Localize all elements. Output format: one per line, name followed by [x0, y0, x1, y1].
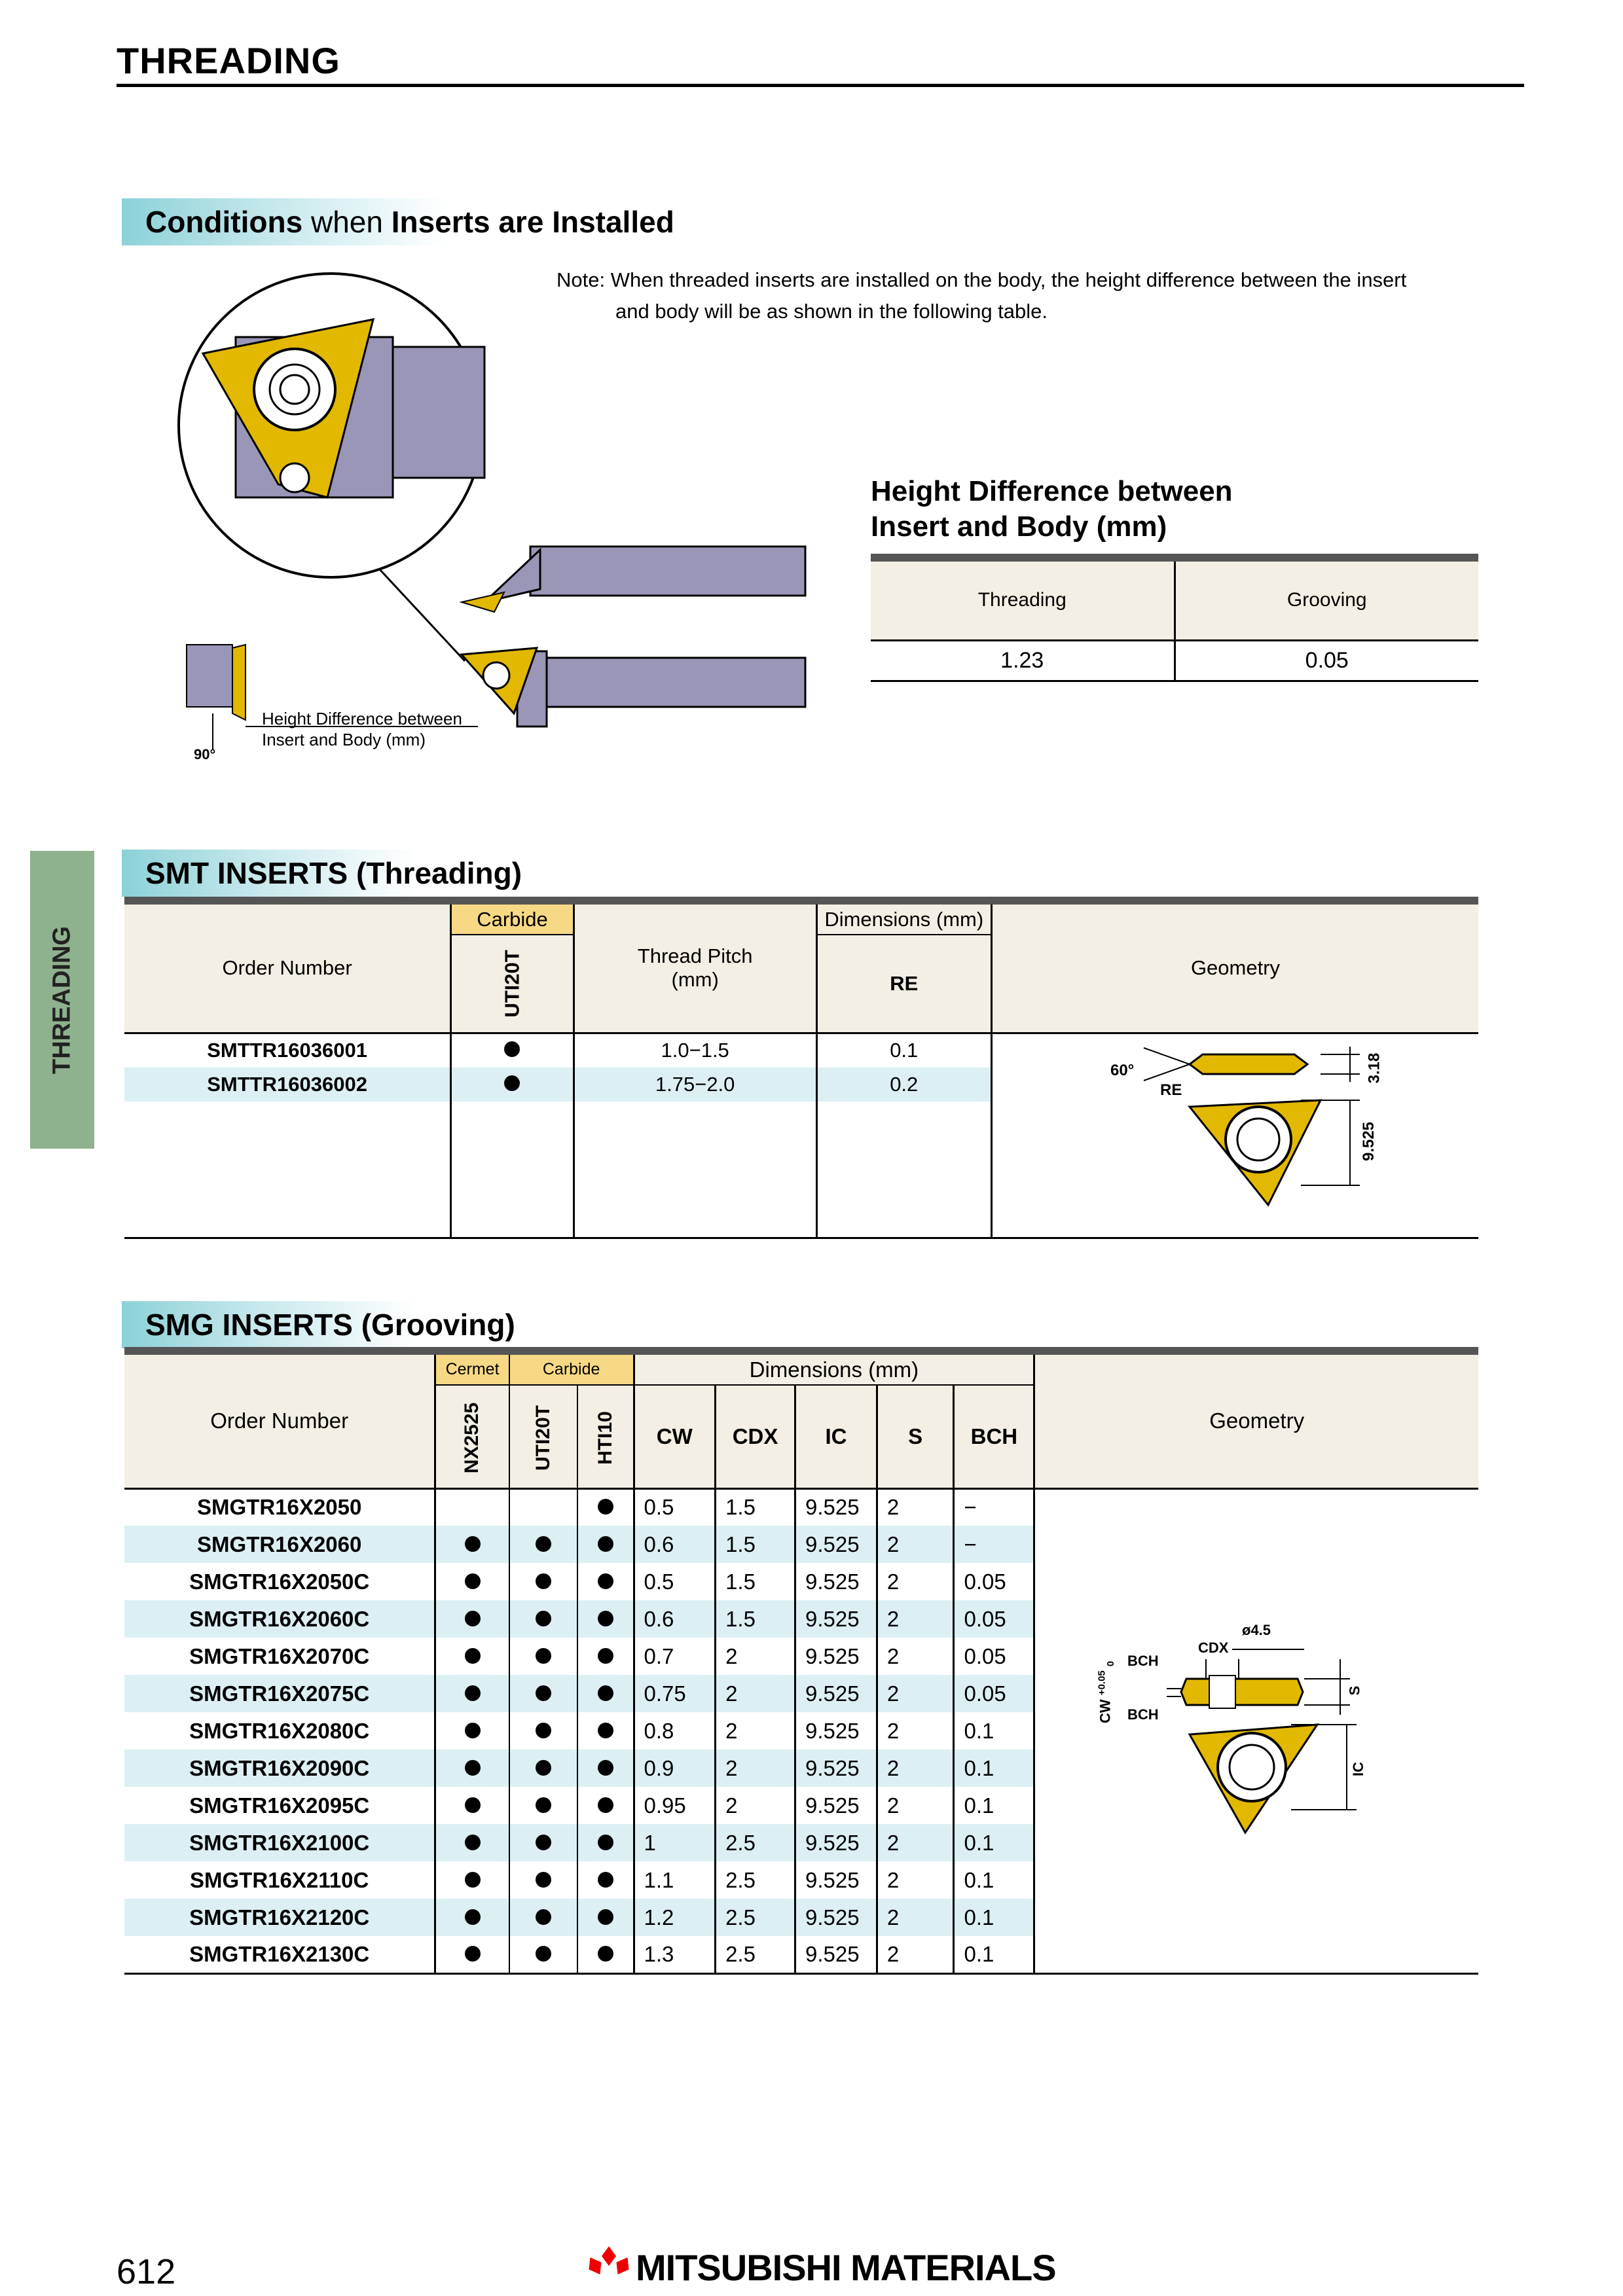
smg-row-uti-cell — [509, 1488, 577, 1526]
smg-row-cw: 1.1 — [634, 1861, 716, 1899]
smg-row-nx-cell — [435, 1600, 509, 1638]
smg-row-cw: 0.9 — [634, 1749, 716, 1787]
availability-dot — [536, 1685, 551, 1701]
smg-row-order: SMGTR16X2090C — [124, 1749, 435, 1787]
smg-row-cdx: 2 — [716, 1675, 795, 1712]
smg-row-order: SMGTR16X2110C — [124, 1861, 435, 1899]
smg-row-ic: 9.525 — [795, 1563, 877, 1600]
smg-geo-cw-label: CW — [1097, 1699, 1114, 1723]
availability-dot — [598, 1760, 613, 1776]
installation-diagram — [164, 262, 818, 772]
smg-row-cw: 0.7 — [634, 1638, 716, 1675]
smt-row-1-re: 0.1 — [816, 1033, 991, 1067]
smg-row-uti-cell — [509, 1600, 577, 1638]
availability-dot — [536, 1573, 551, 1589]
smg-row-ic: 9.525 — [795, 1899, 877, 1936]
availability-dot — [598, 1685, 613, 1701]
smg-row-ic: 9.525 — [795, 1712, 877, 1749]
smg-row-hti-cell — [577, 1675, 634, 1712]
smg-h-ic: IC — [795, 1385, 877, 1488]
smt-h-carbide: Carbide — [451, 905, 574, 935]
smg-title — [122, 1301, 735, 1348]
smg-geo-dia: ø4.5 — [1242, 1622, 1271, 1638]
smt-row-2-pitch: 1.75−2.0 — [574, 1067, 816, 1102]
availability-dot — [465, 1648, 481, 1664]
smg-row-cw: 0.8 — [634, 1712, 716, 1749]
availability-dot — [536, 1611, 551, 1626]
diagram-angle: 90° — [194, 746, 216, 762]
smg-row-bch: 0.1 — [954, 1824, 1034, 1861]
smg-row-nx-cell — [435, 1936, 509, 1973]
smg-row-cw: 1.3 — [634, 1936, 716, 1973]
three-diamonds-icon — [586, 2246, 632, 2286]
smg-geo-bch-bottom: BCH — [1127, 1706, 1159, 1723]
availability-dot — [536, 1760, 551, 1776]
smt-h-dimensions: Dimensions (mm) — [816, 905, 991, 935]
smg-row-uti-cell — [509, 1675, 577, 1712]
smt-title-bold: SMT INSERTS — [145, 856, 348, 890]
smg-row-order: SMGTR16X2080C — [124, 1712, 435, 1749]
smg-row-uti-cell — [509, 1526, 577, 1563]
smg-geo-cw-tol-zero: 0 — [1104, 1660, 1116, 1667]
smg-row-order: SMGTR16X2060C — [124, 1600, 435, 1638]
smg-row-ic: 9.525 — [795, 1936, 877, 1973]
smg-row-uti-cell — [509, 1899, 577, 1936]
smg-row-bch: − — [954, 1526, 1034, 1563]
smg-geo-cdx: CDX — [1198, 1640, 1229, 1656]
smg-row-uti-cell — [509, 1936, 577, 1973]
availability-dot — [465, 1573, 481, 1589]
smt-h-grade: UTI20T — [500, 950, 524, 1018]
smg-row-cw: 0.75 — [634, 1675, 716, 1712]
smg-row-ic: 9.525 — [795, 1600, 877, 1638]
smg-row-s: 2 — [877, 1488, 954, 1526]
smg-row-nx-cell — [435, 1861, 509, 1899]
smt-table — [124, 905, 1478, 1239]
smg-row-hti-cell — [577, 1526, 634, 1563]
availability-dot — [536, 1946, 551, 1962]
smg-h-grade-hti: HTI10 — [594, 1410, 616, 1465]
availability-dot — [465, 1723, 481, 1738]
availability-dot — [465, 1611, 481, 1626]
availability-dot — [598, 1573, 613, 1589]
smg-row-bch: 0.05 — [954, 1563, 1034, 1600]
smg-row-ic: 9.525 — [795, 1488, 877, 1526]
smg-geometry-cell — [990, 1492, 1478, 1996]
availability-dot — [598, 1723, 613, 1738]
availability-dot — [465, 1835, 481, 1850]
smg-row-order: SMGTR16X2070C — [124, 1638, 435, 1675]
smg-row-bch: 0.05 — [954, 1638, 1034, 1675]
smg-row-ic: 9.525 — [795, 1787, 877, 1824]
smt-geometry-drawing — [993, 1035, 1478, 1231]
smg-row-cdx: 2 — [716, 1638, 795, 1675]
availability-dot — [465, 1909, 481, 1925]
smg-row-ic: 9.525 — [795, 1824, 877, 1861]
smg-row-hti-cell — [577, 1563, 634, 1600]
smg-row-s: 2 — [877, 1899, 954, 1936]
smg-row-cdx: 2.5 — [716, 1861, 795, 1899]
height-diff-title-line-2: Insert and Body (mm) — [871, 511, 1167, 543]
smg-row-order: SMGTR16X2050C — [124, 1563, 435, 1600]
smt-row-1-order: SMTTR16036001 — [124, 1033, 451, 1067]
smg-row-ic: 9.525 — [795, 1675, 877, 1712]
availability-dot — [598, 1835, 613, 1850]
smg-row-ic: 9.525 — [795, 1861, 877, 1899]
smg-row-order: SMGTR16X2130C — [124, 1936, 435, 1973]
smg-row-s: 2 — [877, 1600, 954, 1638]
smt-h-pitch-line-2: (mm) — [671, 968, 719, 992]
smg-geo-cw — [1096, 1661, 1116, 1723]
availability-dot — [536, 1723, 551, 1738]
smg-row-bch: 0.1 — [954, 1712, 1034, 1749]
smg-row-nx-cell — [435, 1787, 509, 1824]
availability-dot — [598, 1648, 613, 1664]
height-diff-title — [871, 474, 1233, 545]
smt-geo-angle: 60° — [1110, 1061, 1135, 1079]
page-header-title: THREADING — [117, 40, 340, 81]
smg-h-geometry: Geometry — [1209, 1408, 1305, 1433]
smt-geometry-cell — [991, 1033, 1478, 1238]
smg-h-s: S — [877, 1385, 954, 1488]
smg-h-order: Order Number — [124, 1355, 435, 1488]
smg-h-grade-uti: UTI20T — [532, 1405, 554, 1471]
availability-dot — [598, 1909, 613, 1925]
smg-row-nx-cell — [435, 1638, 509, 1675]
smg-row-order: SMGTR16X2060 — [124, 1526, 435, 1563]
height-diff-val-threading: 1.23 — [871, 640, 1175, 681]
height-diff-table — [871, 562, 1478, 682]
smg-row-cdx: 2.5 — [716, 1936, 795, 1973]
smg-row-hti-cell — [577, 1600, 634, 1638]
smg-row-cdx: 1.5 — [716, 1488, 795, 1526]
availability-dot — [536, 1536, 551, 1552]
smg-row-cdx: 1.5 — [716, 1563, 795, 1600]
smg-h-cermet: Cermet — [435, 1355, 509, 1385]
smg-row-cdx: 2.5 — [716, 1824, 795, 1861]
smg-row-uti-cell — [509, 1563, 577, 1600]
availability-dot — [465, 1536, 481, 1552]
smg-row-uti-cell — [509, 1749, 577, 1787]
smg-row-bch: 0.1 — [954, 1749, 1034, 1787]
smg-title-rest: (Grooving) — [352, 1308, 515, 1342]
conditions-title-rest: Inserts are Installed — [391, 205, 674, 239]
smg-row-cw: 0.6 — [634, 1600, 716, 1638]
side-tab — [30, 851, 94, 1149]
brand-name: MITSUBISHI MATERIALS — [636, 2247, 1056, 2288]
smg-row-bch: 0.1 — [954, 1787, 1034, 1824]
availability-dot — [536, 1909, 551, 1925]
smt-title-rest: (Threading) — [348, 856, 522, 890]
side-tab-label: THREADING — [48, 925, 76, 1074]
smt-top-rule — [124, 897, 1478, 905]
smg-title-bold: SMG INSERTS — [145, 1308, 353, 1342]
smg-row-cw: 0.6 — [634, 1526, 716, 1563]
smg-row-bch: 0.1 — [954, 1936, 1034, 1973]
smg-row-order: SMGTR16X2100C — [124, 1824, 435, 1861]
smt-row-2-dot — [504, 1075, 520, 1091]
height-diff-top-rule — [871, 554, 1478, 562]
smg-row-hti-cell — [577, 1861, 634, 1899]
smg-row-bch: − — [954, 1488, 1034, 1526]
smt-h-re: RE — [816, 935, 991, 1033]
smg-row-hti-cell — [577, 1824, 634, 1861]
smg-row-uti-cell — [509, 1638, 577, 1675]
smg-row-bch: 0.05 — [954, 1600, 1034, 1638]
smg-row-cdx: 2 — [716, 1712, 795, 1749]
smt-geo-ic: 9.525 — [1360, 1121, 1378, 1161]
smg-row-hti-cell — [577, 1712, 634, 1749]
smt-title — [122, 850, 735, 897]
smg-row-cdx: 2 — [716, 1787, 795, 1824]
smg-h-carbide: Carbide — [509, 1355, 634, 1385]
note-line-2: and body will be as shown in the following table. — [615, 300, 1048, 323]
smg-h-cdx: CDX — [716, 1385, 795, 1488]
smt-h-geometry: Geometry — [1190, 956, 1281, 980]
smg-row-bch: 0.1 — [954, 1861, 1034, 1899]
height-diff-title-line-1: Height Difference between — [871, 475, 1233, 507]
smg-row-hti-cell — [577, 1936, 634, 1973]
smg-h-grade-nx: NX2525 — [461, 1402, 483, 1473]
smg-row-order: SMGTR16X2095C — [124, 1787, 435, 1824]
smg-row-nx-cell — [435, 1712, 509, 1749]
smg-row-uti-cell — [509, 1824, 577, 1861]
smg-row-s: 2 — [877, 1638, 954, 1675]
smg-row-cw: 0.5 — [634, 1488, 716, 1526]
smt-h-pitch-line-1: Thread Pitch — [637, 944, 753, 968]
smt-geo-t: 3.18 — [1365, 1052, 1383, 1083]
smg-geo-ic: IC — [1350, 1762, 1366, 1776]
availability-dot — [536, 1648, 551, 1664]
availability-dot — [598, 1872, 613, 1888]
header-rule — [117, 84, 1524, 87]
availability-dot — [598, 1797, 613, 1813]
smt-h-pitch — [574, 905, 816, 1033]
brand-logo — [586, 2246, 1056, 2289]
smg-row-nx-cell — [435, 1563, 509, 1600]
smg-row-cdx: 1.5 — [716, 1600, 795, 1638]
page-number: 612 — [117, 2252, 176, 2291]
smt-row-1-dot — [504, 1041, 520, 1057]
smg-row-ic: 9.525 — [795, 1749, 877, 1787]
availability-dot — [536, 1835, 551, 1850]
smg-row-cw: 0.5 — [634, 1563, 716, 1600]
smg-row-nx-cell — [435, 1899, 509, 1936]
smg-row-nx-cell — [435, 1824, 509, 1861]
smg-row-nx-cell — [435, 1526, 509, 1563]
availability-dot — [598, 1499, 613, 1515]
smg-row-hti-cell — [577, 1749, 634, 1787]
height-diff-col-grooving: Grooving — [1286, 589, 1367, 611]
smg-row-ic: 9.525 — [795, 1526, 877, 1563]
smg-h-cw: CW — [634, 1385, 716, 1488]
conditions-title-bold: Conditions — [145, 205, 303, 239]
conditions-title — [122, 198, 800, 245]
smg-row-nx-cell — [435, 1675, 509, 1712]
smg-top-rule — [124, 1347, 1478, 1355]
smg-row-cdx: 1.5 — [716, 1526, 795, 1563]
diagram-label-line-2: Insert and Body (mm) — [262, 730, 426, 749]
smg-row-s: 2 — [877, 1712, 954, 1749]
height-diff-col-threading: Threading — [871, 562, 1175, 640]
smg-row-bch: 0.05 — [954, 1675, 1034, 1712]
smg-row-nx-cell — [435, 1749, 509, 1787]
smt-row-1-pitch: 1.0−1.5 — [574, 1033, 816, 1067]
conditions-title-mid: when — [302, 205, 392, 239]
availability-dot — [465, 1760, 481, 1776]
availability-dot — [465, 1946, 481, 1962]
smg-h-dimensions: Dimensions (mm) — [634, 1355, 1034, 1385]
smg-row-s: 2 — [877, 1749, 954, 1787]
smt-row-2-re: 0.2 — [816, 1067, 991, 1102]
availability-dot — [598, 1536, 613, 1552]
note-line-1: Note: When threaded inserts are installed on the body, the height difference between the insert — [556, 268, 1407, 291]
smg-row-bch: 0.1 — [954, 1899, 1034, 1936]
availability-dot — [465, 1872, 481, 1888]
smg-row-order: SMGTR16X2075C — [124, 1675, 435, 1712]
smt-geo-re: RE — [1159, 1081, 1182, 1099]
smg-row-hti-cell — [577, 1787, 634, 1824]
smg-row-cw: 1 — [634, 1824, 716, 1861]
smg-row-uti-cell — [509, 1861, 577, 1899]
smg-row-hti-cell — [577, 1899, 634, 1936]
smg-geometry-drawing — [990, 1492, 1478, 1996]
smt-row-2-order: SMTTR16036002 — [124, 1067, 451, 1102]
smg-row-cw: 1.2 — [634, 1899, 716, 1936]
smg-row-cw: 0.95 — [634, 1787, 716, 1824]
smg-geo-s: S — [1346, 1685, 1363, 1696]
smg-row-ic: 9.525 — [795, 1638, 877, 1675]
diagram-label — [262, 708, 462, 750]
availability-dot — [465, 1797, 481, 1813]
smg-row-nx-cell — [435, 1488, 509, 1526]
smg-row-hti-cell — [577, 1488, 634, 1526]
availability-dot — [598, 1611, 613, 1626]
availability-dot — [536, 1872, 551, 1888]
smg-row-s: 2 — [877, 1675, 954, 1712]
smg-row-s: 2 — [877, 1861, 954, 1899]
height-diff-val-grooving: 0.05 — [1305, 647, 1349, 673]
smt-h-order: Order Number — [124, 905, 451, 1033]
smg-row-order: SMGTR16X2050 — [124, 1488, 435, 1526]
diagram-label-line-1: Height Difference between — [262, 709, 462, 728]
smg-row-s: 2 — [877, 1563, 954, 1600]
smg-row-s: 2 — [877, 1526, 954, 1563]
smg-row-s: 2 — [877, 1936, 954, 1973]
smg-row-uti-cell — [509, 1712, 577, 1749]
availability-dot — [598, 1946, 613, 1962]
smg-row-s: 2 — [877, 1824, 954, 1861]
smg-row-cdx: 2.5 — [716, 1899, 795, 1936]
smg-row-s: 2 — [877, 1787, 954, 1824]
smg-row-cdx: 2 — [716, 1749, 795, 1787]
smg-geo-cw-tol-plus: +0.05 — [1096, 1670, 1108, 1696]
smg-row-uti-cell — [509, 1787, 577, 1824]
availability-dot — [465, 1685, 481, 1701]
smg-geo-bch-top: BCH — [1127, 1653, 1159, 1669]
smg-h-bch: BCH — [954, 1385, 1034, 1488]
smg-row-order: SMGTR16X2120C — [124, 1899, 435, 1936]
availability-dot — [536, 1797, 551, 1813]
smg-row-hti-cell — [577, 1638, 634, 1675]
